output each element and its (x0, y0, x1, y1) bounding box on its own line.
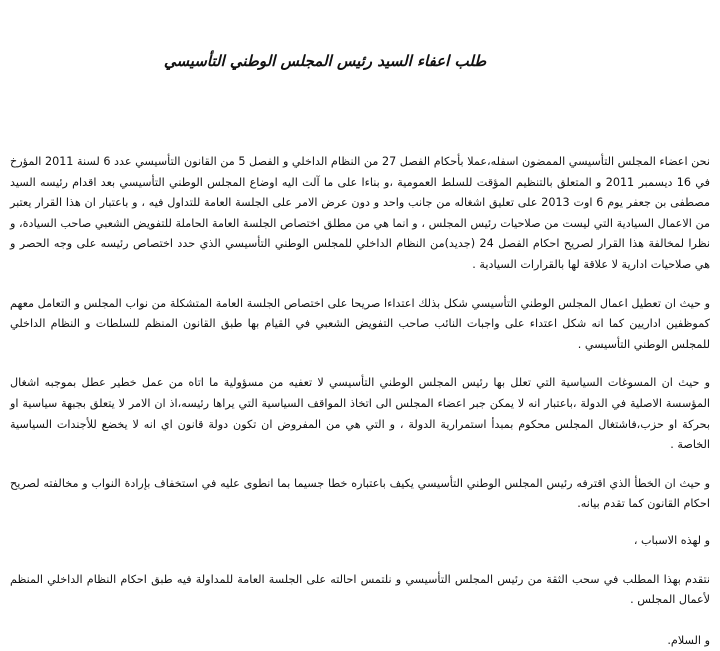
document-title: طلب اعفاء السيد رئيس المجلس الوطني التأسيسي (163, 52, 487, 70)
closing-salutation: و السلام. (667, 633, 710, 647)
paragraph-intro: نحن اعضاء المجلس التأسيسي الممضون اسفله،عملا بأحكام الفصل 27 من النظام الداخلي و الفصل 5 من القانون التأسيسي عدد 6 لسنة 2011 المؤرخ في 16 ديسمبر 2011 و المتعلق بالتنظيم المؤقت للسلط العمومية ،و بناءا على ما آلت اليه اوضاع المجلس الوطني التأسيسي بعد اقدام رئيسه السيد مصطفى بن جعفر يوم 6 اوت 2013 على تعليق اشغاله من جانب واحد و دون عرض الامر على الجلسة العامة للتداول فيه ، و باعتبار ان هذا القرار يعتبر من الاعمال السيادية التي ليست من صلاحيات رئيس المجلس ، و انما هي من مطلق اختصاص الجلسة العامة الحاملة للتفويض الشعبي صاحب السيادة، و نظرا لمخالفة هذا القرار لصريح احكام الفصل 24 (جديد)من النظام الداخلي للمجلس الوطني التأسيسي الذي حدد اختصاص رئيسه على وجه الحصر و هي صلاحيات ادارية لا علاقة لها بالقرارات السيادية . (10, 155, 710, 271)
closing-reasons: و لهذه الاسباب ، (633, 533, 710, 547)
paragraph-third: و حيث ان المسوغات السياسية التي تعلل بها رئيس المجلس الوطني التأسيسي لا تعفيه من مسؤولية ما اتاه من عمل خطير عطل بموجبه اشغال المؤسسة الاصلية في الدولة ،باعتبار انه لا يمكن جبر اعضاء المجلس الى اتخاذ المواقف السياسية التي يراها رئيسه،اذ ان الامر لا يتعلق بجبهة سياسية او بحركة او حزب،فاشتغال المجلس محكوم بمبدأ استمرارية الدولة ، و التي هي من المفروض ان تكون دولة قانون اي انه لا يخضع للأجندات السياسية الخاصة . (10, 376, 710, 452)
paragraph-second: و حيث ان تعطيل اعمال المجلس الوطني التأسيسي شكل بذلك اعتداءا صريحا على اختصاص الجلسة العامة المتشكلة من نواب المجلس و التعامل معهم كموظفين اداريين كما انه شكل اعتداء على واجبات النائب صاحب التفويض الشعبي في القيام بها طبق القانون المنظم للسلطات و النظام الداخلي للمجلس الوطني التأسيسي . (10, 296, 710, 351)
document-body (10, 152, 710, 651)
closing-request: نتقدم بهذا المطلب في سحب الثقة من رئيس المجلس التأسيسي و نلتمس احالته على الجلسة العامة للمداولة فيه طبق احكام النظام الداخلي المنظم لأعمال المجلس . (10, 572, 710, 607)
paragraph-fourth: و حيث ان الخطأ الذي اقترفه رئيس المجلس الوطني التأسيسي يكيف باعتباره خطا جسيما بما انطوى عليه في استخفاف بإرادة النواب و مخالفته لصريح احكام القانون كما تقدم بيانه. (10, 476, 710, 511)
